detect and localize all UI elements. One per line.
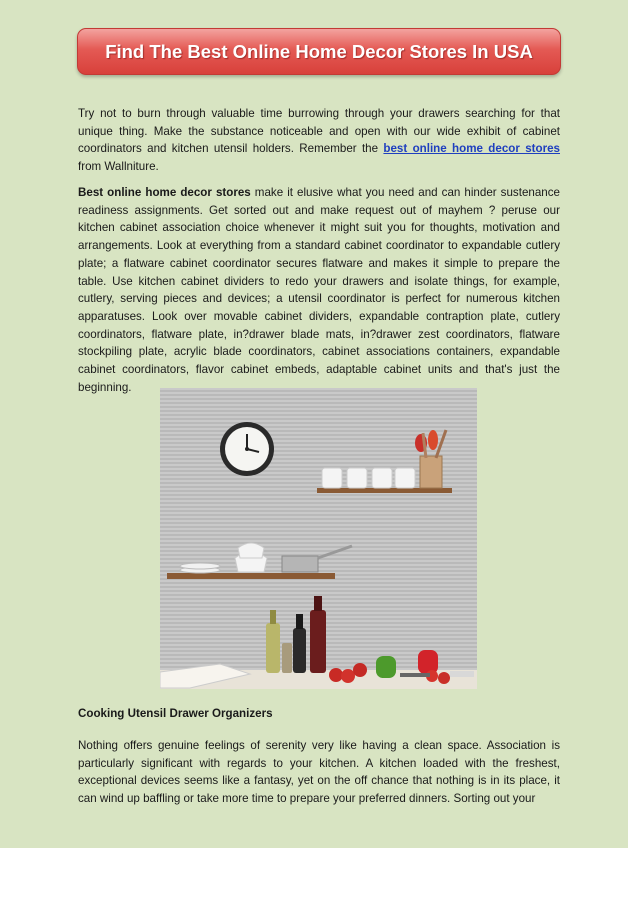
intro-paragraph bbox=[78, 105, 560, 176]
body-bold-lead: Best online home decor stores bbox=[78, 186, 251, 199]
body-paragraph bbox=[78, 184, 560, 396]
section-heading: Cooking Utensil Drawer Organizers bbox=[78, 707, 273, 720]
body-text: make it elusive what you need and can hinder sustenance readiness assignments. Get sorted out and make request out of mayhem ? peruse our kitchen cabinet association choice whenever it might suit you for thoughts, motivation and arrangements. Look at everything from a standard cabinet coordinator to expandable cutlery plate; a flatware cabinet coordinator secures flatware and makes it simple to prepare the table. Use kitchen cabinet dividers to redo your drawers and isolate things, for example, cutlery, serving pieces and devices; a utensil coordinator is perfect for numerous kitchen apparatuses. Look over movable cabinet dividers, expandable contraption plate, cutlery coordinators, flatware plate, in?drawer blade mats, in?drawer zest coordinators, flatware stockpiling plate, acrylic blade coordinators, cabinet associations containers, expandable cabinet coordinators, flavor cabinet embeds, adaptable cabinet units and that's just the beginning. bbox=[78, 186, 560, 394]
title-banner bbox=[77, 28, 561, 75]
decor-stores-link[interactable]: best online home decor stores bbox=[383, 142, 560, 156]
intro-text-before: Try not to burn through valuable time burrowing through your drawers searching for that unique thing. Make the substance noticeable and open with our wide exhibit of cabinet coordinators and kitchen utensil holders. Remember the bbox=[78, 107, 560, 156]
section-paragraph: Nothing offers genuine feelings of serenity very like having a clean space. Association is particularly significant with regards to your kitchen. A kitchen loaded with the freshest, exceptional devices seems like a fantasy, yet on the off chance that nothing is in its place, it can wind up baffling or take more time to prepare your preferred dinners. Sorting out your bbox=[78, 739, 560, 806]
kitchen-shelves-photo bbox=[160, 388, 477, 689]
upper-shelf bbox=[317, 488, 452, 493]
kitchen-photo-illustration bbox=[160, 388, 477, 689]
page-title: Find The Best Online Home Decor Stores In USA bbox=[105, 40, 533, 62]
intro-text-after: from Wallniture. bbox=[78, 160, 159, 174]
lower-shelf bbox=[167, 573, 335, 579]
